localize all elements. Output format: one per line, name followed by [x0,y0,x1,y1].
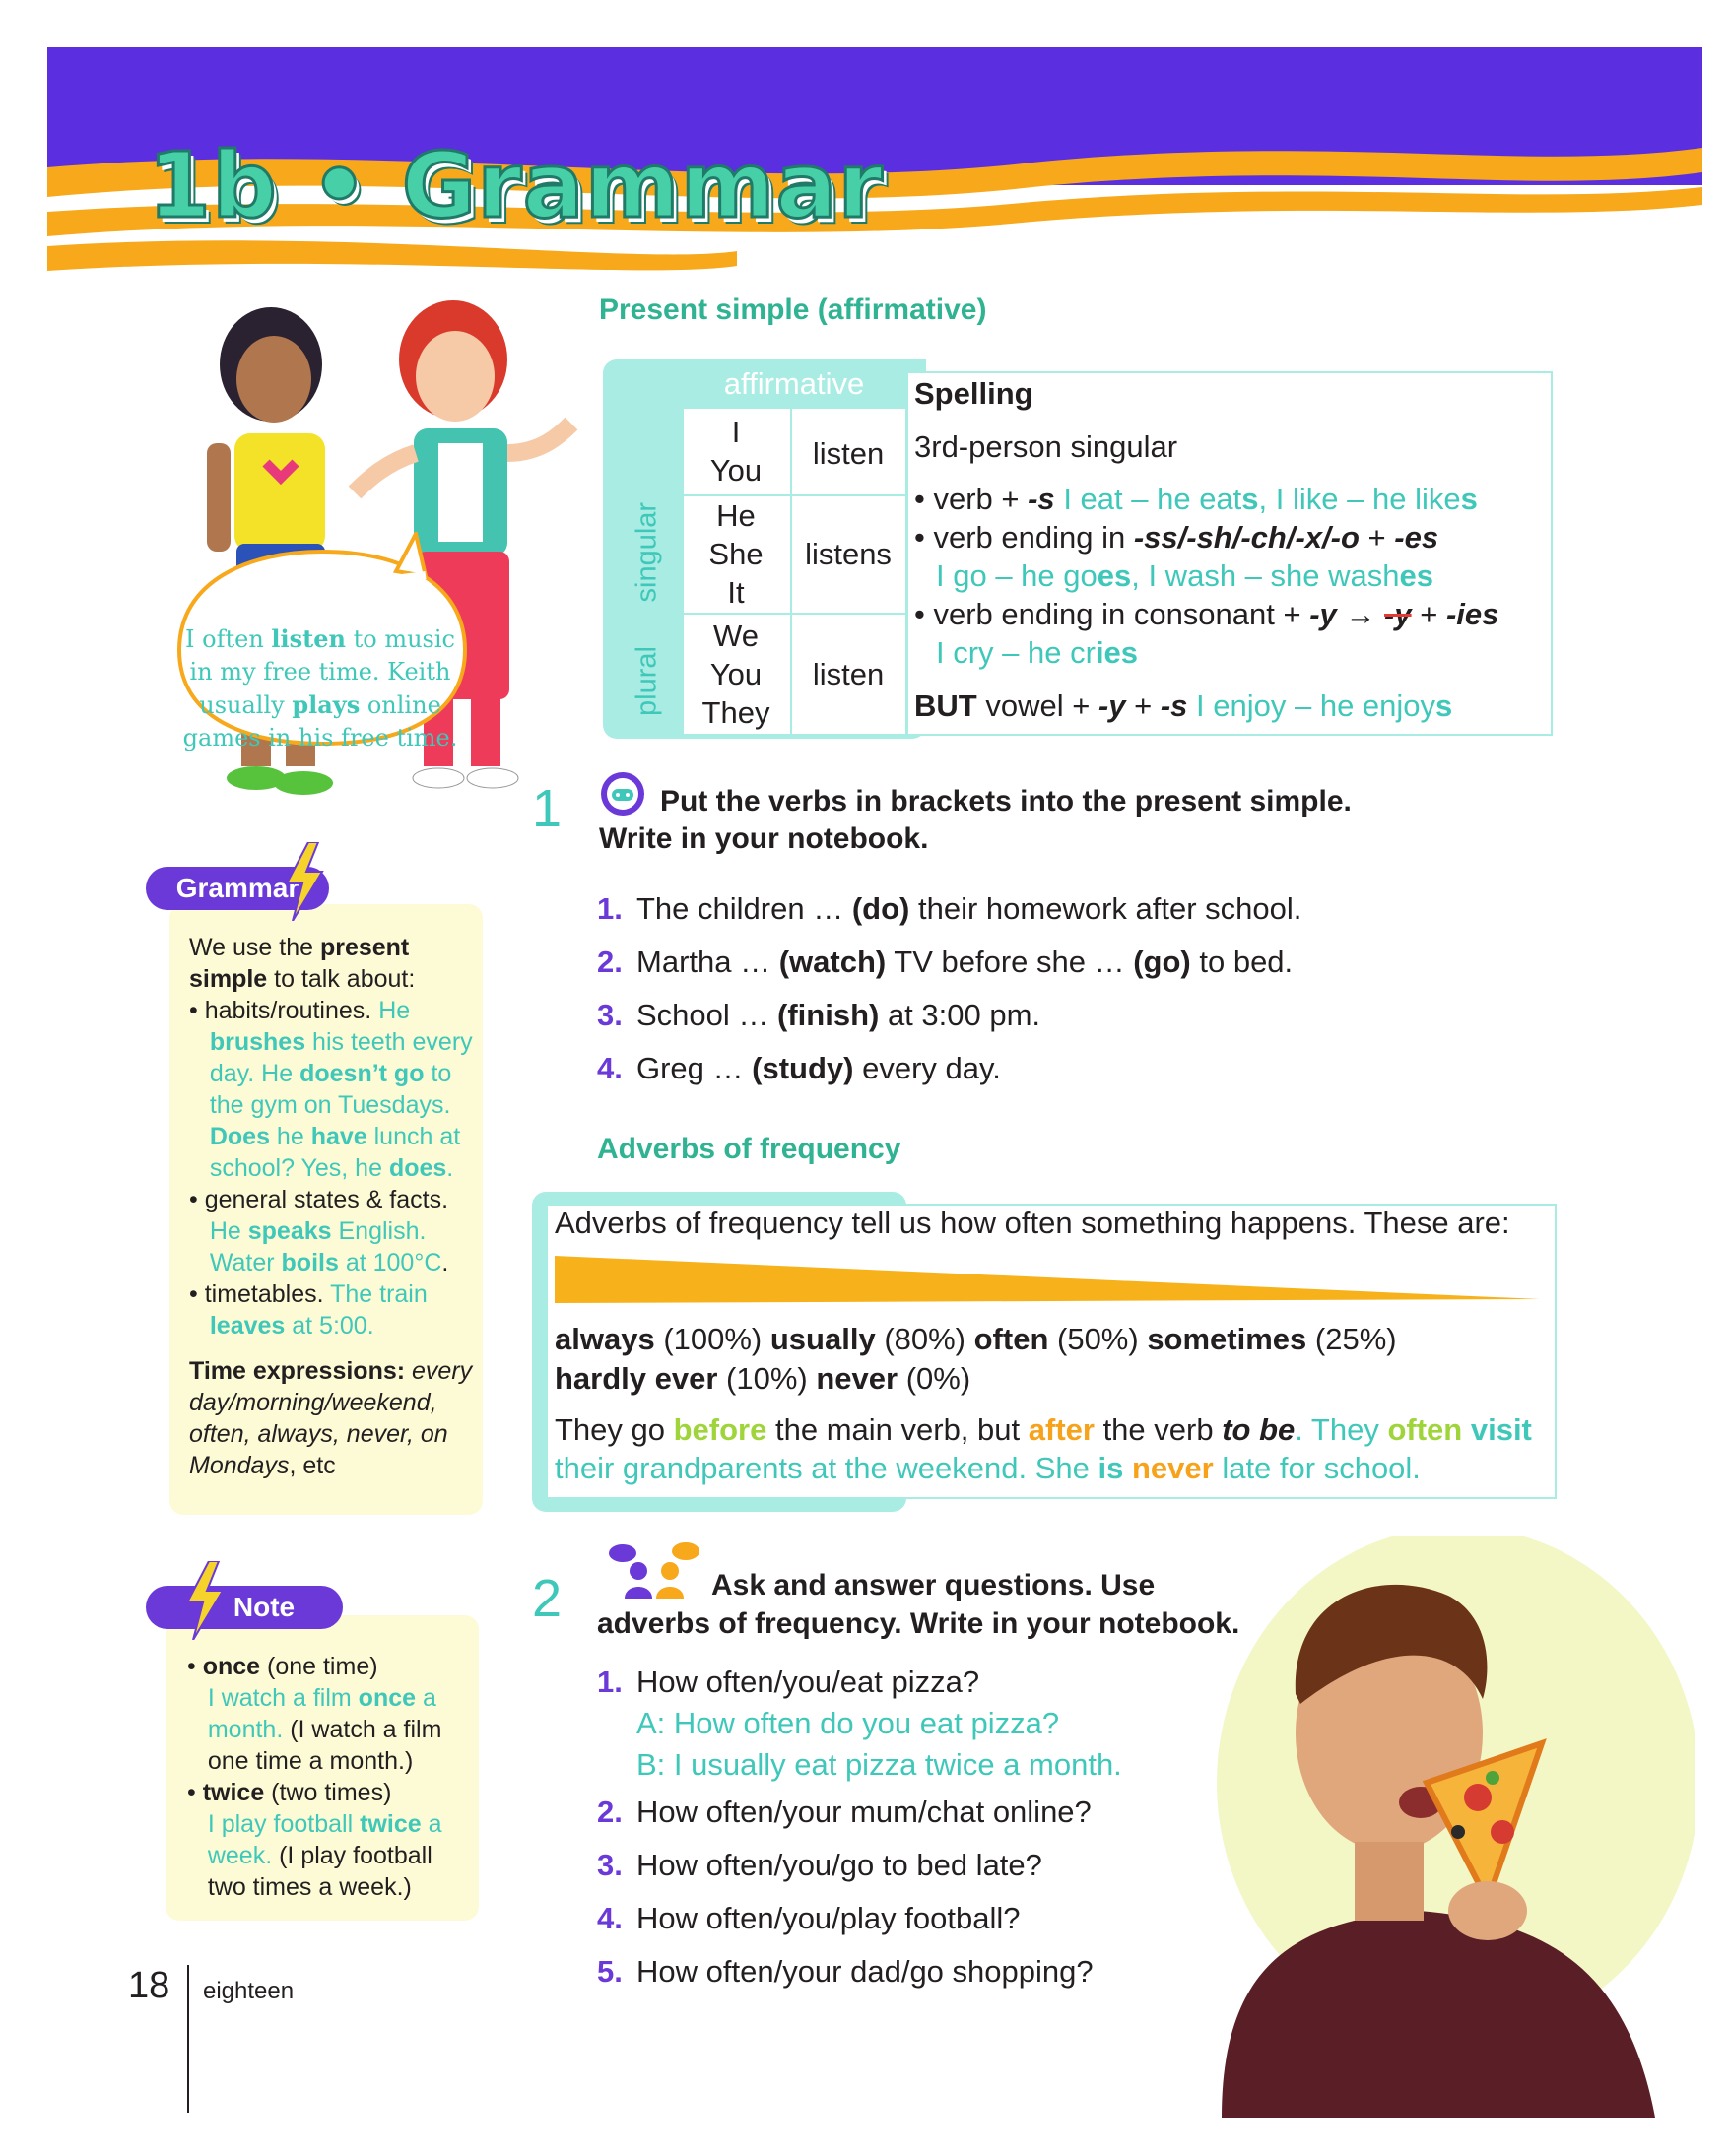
grammar-box-run: Water [189,1249,282,1276]
lesson-title [148,133,884,238]
pronoun-she: She [708,537,764,571]
adverb-scale-run: usually [769,1322,876,1356]
pronoun-you-plural: You [709,657,763,691]
grammar-box-line [189,1089,473,1121]
adverb-scale-run: never [816,1361,898,1396]
time-expressions-run: Time expressions: [189,1357,413,1385]
time-expressions-run: , etc [289,1452,336,1479]
time-expressions-run: day/morning/weekend, [189,1389,437,1416]
pronoun-they: They [701,695,770,730]
grammar-box-run: at 5:00. [285,1312,374,1339]
grammar-box-run: simple [189,965,268,993]
title-dot: • [309,133,369,238]
adverbs-rule-line-1 [555,1410,1532,1449]
grammar-box-run: lunch at [366,1123,461,1150]
exercise-2-answer-b: B: I usually eat pizza twice a month. [636,1747,1122,1782]
plural-label: plural [631,646,663,716]
note-box-line [187,1682,442,1714]
note-box-line [187,1745,442,1777]
speech-bubble-run: I often [185,625,272,653]
exercise-2-item: 2. How often/your mum/chat online? [597,1795,1092,1829]
adverb-scale-run: (10%) [717,1361,817,1396]
grammar-box-line [189,1058,473,1089]
affirmative-header: affirmative [723,366,865,401]
verb-listen-1: listen [812,436,885,471]
grammar-box-run: have [310,1123,367,1150]
grammar-box-line [189,1026,473,1058]
note-box-run: week. [187,1842,273,1869]
grammar-box-run: English. [331,1217,427,1245]
note-box-line [187,1777,442,1808]
adverb-rule-run: . They [1295,1412,1388,1447]
grammar-box-line [189,1152,473,1184]
pronoun-it: It [727,575,745,610]
time-expressions-line [189,1418,472,1450]
speech-bubble-run: listen [271,624,346,653]
grammar-box-run: present [319,934,410,961]
pronoun-i: I [731,415,741,449]
grammar-box-run: Does [209,1123,270,1150]
note-box-run: once [202,1653,261,1680]
adverb-rule-run: is [1098,1451,1124,1485]
singular-label: singular [631,501,663,603]
grammar-box-run [189,1028,210,1056]
adverb-rule-run: They go [555,1412,674,1447]
pair-work-icon [601,1541,707,1601]
note-box-run: one time a month.) [187,1747,414,1775]
note-box-run: twice [360,1810,422,1838]
grammar-box-line [189,1310,473,1341]
adverb-rule-run: often [1387,1412,1463,1447]
grammar-box-run: • timetables. [189,1280,331,1308]
adverb-scale-run: (100%) [654,1322,770,1356]
note-box-run: • [187,1779,203,1806]
spelling-subtitle: 3rd-person singular [914,429,1178,464]
time-expressions-run: every [412,1357,473,1385]
verb-listens: listens [805,537,892,571]
grammar-box-line [189,995,473,1026]
pronoun-we: We [713,619,759,653]
note-box-run: • [187,1653,203,1680]
note-box-text [187,1651,442,1903]
grammar-box-line [189,1121,473,1152]
pronoun-he: He [716,498,756,533]
grammar-box-line [189,963,473,995]
grammar-box-run: his teeth every [305,1028,473,1056]
note-box-line [187,1840,442,1871]
grammar-box-run [189,1312,210,1339]
adverb-scale-run: (50%) [1048,1322,1148,1356]
speech-bubble-run: online games in his free time. [182,691,458,751]
verb-listen-2: listen [812,657,885,691]
note-box-run: (one time) [260,1653,378,1680]
note-box-run: I play football [187,1810,361,1838]
grammar-box-run: The train [330,1280,428,1308]
exercise-1-item: 1. The children … (do) their homework after school. [597,891,1302,926]
note-box-line [187,1808,442,1840]
adverb-scale-run: always [555,1322,655,1356]
exercise-2-number: 2 [532,1569,563,1628]
grammar-box-run: he [269,1123,311,1150]
exercise-1-instruction-1: Put the verbs in brackets into the present simple. [660,785,1352,817]
speech-bubble-text [177,622,463,754]
note-box-run: a [421,1810,442,1838]
pronoun-you: You [709,453,763,488]
grammar-box-run: . [441,1249,449,1276]
note-box-run: twice [202,1779,265,1806]
adverb-rule-run: the verb [1094,1412,1223,1447]
adverb-scale-run: (80%) [875,1322,974,1356]
spelling-rule-1: • verb + -s I eat – he eats, I like – he likes [914,482,1478,516]
grammar-box-run: He [189,1217,248,1245]
note-box-run: (I watch a film [283,1716,442,1743]
exercise-1-number: 1 [532,779,563,838]
exercise-2-answer-a: A: How often do you eat pizza? [636,1706,1060,1740]
exercise-2-instruction-2: adverbs of frequency. Write in your notebook. [597,1607,1240,1640]
note-box-run: (I play football [272,1842,432,1869]
grammar-box-run: does [388,1154,447,1182]
spelling-rule-3: • verb ending in consonant + -y → -y + -ies [914,597,1499,631]
adverb-scale-run: (25%) [1306,1322,1397,1356]
time-expressions-line [189,1387,472,1418]
spelling-rule-4: BUT vowel + -y + -s I enjoy – he enjoys [914,688,1453,723]
grammar-box-run: • habits/routines. [189,997,379,1024]
adverb-rule-run: the main verb, but [766,1412,1029,1447]
grammar-box-run: the gym on Tuesdays. [189,1091,451,1119]
adverb-rule-run: their grandparents at the weekend. She [555,1451,1098,1485]
adverbs-heading: Adverbs of frequency [597,1133,901,1165]
grammar-box-label: Grammar [146,867,329,910]
note-box-run: once [358,1684,417,1712]
speech-bubble-run: to music in my free time. Keith usually [189,625,455,719]
lightning-icon [179,1561,229,1640]
note-box-run: a [416,1684,436,1712]
adverbs-rule-line-2 [555,1449,1421,1487]
game-controller-icon [599,770,646,817]
present-simple-heading: Present simple (affirmative) [599,294,987,326]
grammar-box-run: speaks [247,1217,332,1245]
singular-label-wrap [623,501,672,606]
footer-divider [187,1965,189,2113]
grammar-box-run: doesn’t go [299,1060,425,1087]
exercise-1-item: 3. School … (finish) at 3:00 pm. [597,998,1041,1032]
grammar-box-line [189,1278,473,1310]
grammar-box-run: • general states & facts. [189,1186,449,1213]
grammar-box-run: brushes [209,1028,306,1056]
grammar-box-run: to talk about: [267,965,416,993]
note-box-label: Note [146,1586,343,1629]
boy-eating-pizza-photo [1163,1536,1695,2118]
adverbs-scale-line-2 [555,1359,970,1398]
lesson-number: 1b [148,133,278,238]
exercise-2-item: 1. How often/you/eat pizza? [597,1665,980,1699]
exercise-1-item: 2. Martha … (watch) TV before she … (go) to bed. [597,945,1294,979]
adverb-scale-run: hardly ever [555,1361,718,1396]
spelling-rule-3-example: I cry – he cries [936,635,1139,670]
speech-bubble-run: plays [292,690,361,719]
spelling-rule-2: • verb ending in -ss/-sh/-ch/-x/-o + -es [914,520,1439,555]
page-word: eighteen [203,1978,295,2004]
grammar-box-run: at 100°C [338,1249,442,1276]
exercise-2-item: 3. How often/you/go to bed late? [597,1848,1042,1882]
frequency-wedge [555,1256,1540,1303]
adverb-scale-run: often [973,1322,1049,1356]
exercise-1-instruction-2: Write in your notebook. [599,822,929,855]
grammar-box-line [189,1215,473,1247]
grammar-box-line [189,932,473,963]
exercise-2-instruction-1: Ask and answer questions. Use [711,1569,1156,1601]
grammar-box-run [189,1123,210,1150]
note-box-run: I watch a film [187,1684,359,1712]
adverb-rule-run: visit [1462,1412,1532,1447]
adverb-rule-run: to be [1222,1412,1296,1447]
adverbs-scale-line-1 [555,1320,1397,1358]
spelling-rule-2-example: I go – he goes, I wash – she washes [936,558,1433,593]
grammar-box-run: We use the [189,934,320,961]
spelling-title: Spelling [914,376,1033,411]
note-box-run: month. [187,1716,284,1743]
time-expressions-line [189,1355,472,1387]
lightning-icon [279,842,328,921]
time-expressions-run: often, always, never, on [189,1420,448,1448]
note-box-line [187,1871,442,1903]
grammar-box-text [189,932,473,1341]
note-box-run: two times a week.) [187,1873,412,1901]
exercise-1-item: 4. Greg … (study) every day. [597,1051,1001,1085]
grammar-box-run: He [378,997,411,1024]
page-number: 18 [128,1965,170,2006]
time-expressions-line [189,1450,472,1481]
exercise-2-list [597,1665,1122,2007]
grammar-box-run: . [446,1154,454,1182]
grammar-box-run: school? Yes, he [189,1154,389,1182]
adverb-rule-run [1123,1451,1132,1485]
adverb-rule-run: before [673,1412,767,1447]
adverbs-intro: Adverbs of frequency tell us how often something happens. These are: [555,1206,1510,1240]
lesson-name: Grammar [401,133,884,238]
note-box-line [187,1714,442,1745]
time-expressions-run: Mondays [189,1452,290,1479]
grammar-box-line [189,1184,473,1215]
time-expressions-text [189,1355,472,1481]
adverb-rule-run: after [1028,1412,1095,1447]
grammar-box-run: to [424,1060,452,1087]
exercise-1-list [597,891,1301,1104]
exercise-2-item: 4. How often/you/play football? [597,1901,1021,1935]
note-box-line [187,1651,442,1682]
note-box-run: (two times) [264,1779,392,1806]
adverb-rule-run: late for school. [1213,1451,1421,1485]
adverb-scale-run: sometimes [1147,1322,1307,1356]
adverb-rule-run: never [1131,1451,1214,1485]
grammar-box-line [189,1247,473,1278]
adverb-scale-run: (0%) [898,1361,971,1396]
grammar-box-run: day. He [189,1060,300,1087]
exercise-2-item: 5. How often/your dad/go shopping? [597,1954,1094,1989]
plural-label-wrap [623,635,672,734]
grammar-box-run: leaves [209,1312,286,1339]
grammar-box-run: boils [281,1249,339,1276]
